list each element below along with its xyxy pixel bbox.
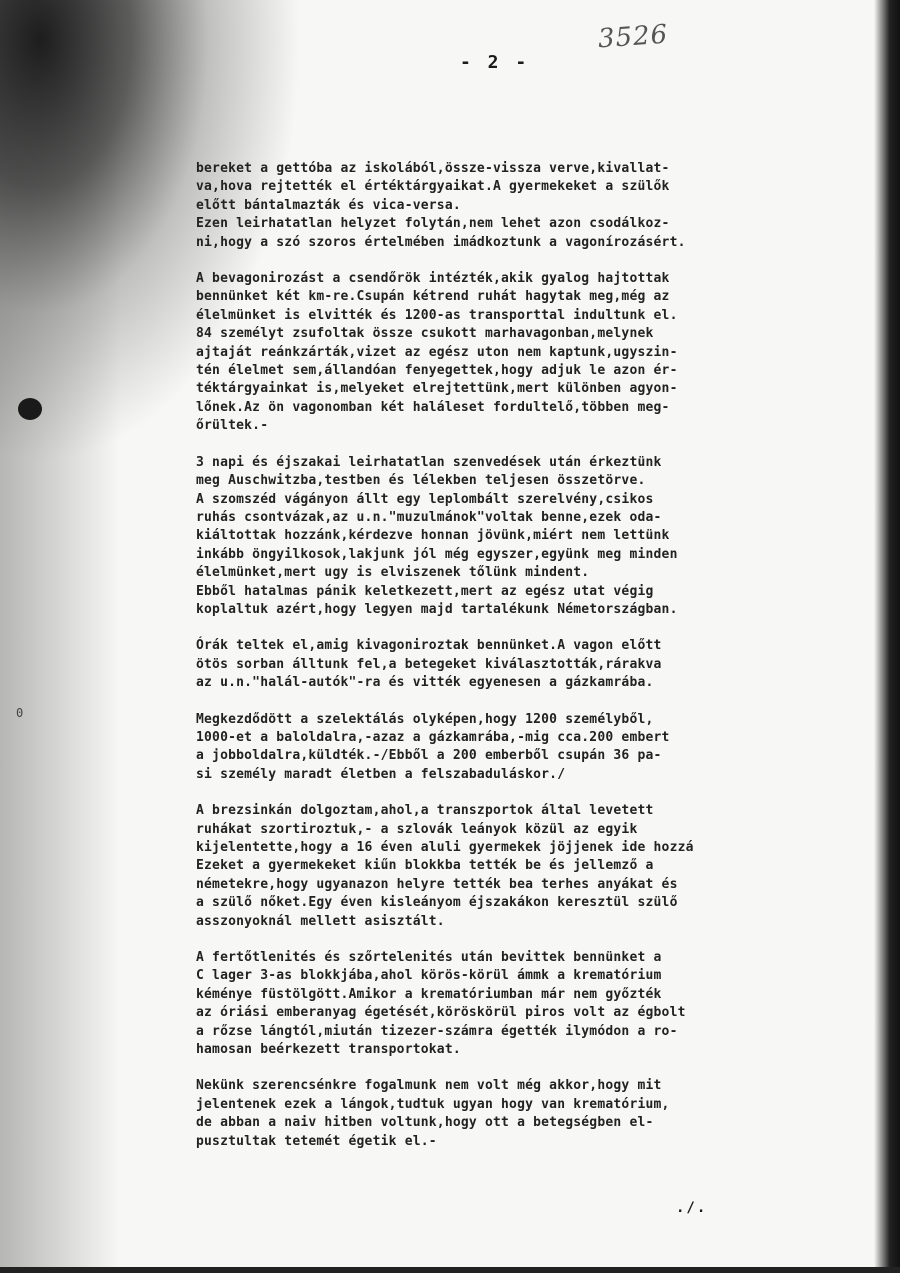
- text-line: 3 napi és éjszakai leirhatatlan szenvedések után érkeztünk: [196, 454, 662, 470]
- text-line: tén élelmet sem,állandóan fenyegettek,hogy adjuk le azon ér-: [196, 363, 678, 379]
- text-line: élelmünket is elvitték és 1200-as transporttal indultunk el.: [196, 307, 678, 323]
- text-line: inkább öngyilkosok,lakjunk jól még egyszer,együnk meg minden: [196, 546, 678, 562]
- text-line: kiáltottak hozzánk,kérdezve honnan jövünk,miért nem lettünk: [196, 528, 670, 544]
- text-line: A szomszéd vágányon állt egy leplombált szerelvény,csikos: [196, 491, 654, 507]
- text-line: előtt bántalmazták és vica-versa.: [196, 197, 461, 213]
- text-line: Ebből hatalmas pánik keletkezett,mert az egész utat végig: [196, 583, 654, 599]
- text-line: 84 személyt zsufoltak össze csukott marhavagonban,melynek: [196, 326, 654, 342]
- text-line: bereket a gettóba az iskolából,össze-vissza verve,kivallat-: [196, 161, 670, 176]
- text-line: Megkezdődött a szelektálás olyképen,hogy 1200 személyből,: [196, 711, 654, 727]
- text-line: 1000-et a baloldalra,-azaz a gázkamrába,-mig cca.200 embert: [196, 729, 670, 745]
- text-line: a szülő nőket.Egy éven kisleányom éjszakákon keresztül szülő: [196, 895, 678, 911]
- text-line: jelentenek ezek a lángok,tudtuk ugyan hogy van krematórium,: [196, 1096, 670, 1112]
- continuation-mark: ./.: [676, 1200, 708, 1216]
- text-line: az óriási emberanyag égetését,köröskörül piros volt az égbolt: [196, 1005, 686, 1021]
- text-line: hamosan beérkezett transportokat.: [196, 1042, 461, 1058]
- text-line: Nekünk szerencsénkre fogalmunk nem volt még akkor,hogy mit: [196, 1078, 662, 1094]
- text-line: asszonyoknál mellett asisztált.: [196, 913, 445, 929]
- text-line: a jobboldalra,küldték.-/Ebből a 200 emberből csupán 36 pa-: [196, 748, 662, 764]
- text-line: A fertőtlenités és szőrtelenités után bevittek bennünket a: [196, 950, 662, 966]
- typewritten-body: [196, 160, 846, 1169]
- paragraph: [196, 1077, 846, 1151]
- text-line: Órák teltek el,amig kivagoniroztak bennünket.A vagon előtt: [196, 638, 662, 654]
- text-line: koplaltuk azért,hogy legyen majd tartalékunk Németországban.: [196, 601, 678, 617]
- text-line: meg Auschwitzba,testben és lélekben teljesen összetörve.: [196, 473, 646, 489]
- text-line: élelmünket,mert ugy is elviszenek tőlünk mindent.: [196, 565, 590, 581]
- paragraph: [196, 637, 846, 692]
- text-line: ni,hogy a szó szoros értelmében imádkoztunk a vagonírozásért.: [196, 234, 686, 250]
- paragraph: [196, 454, 846, 620]
- text-line: téktárgyainkat is,melyeket elrejtettünk,mert különben agyon-: [196, 381, 678, 397]
- text-line: kijelentette,hogy a 16 éven aluli gyermekek jöjjenek ide hozzá: [196, 840, 694, 855]
- text-line: va,hova rejtették el értéktárgyaikat.A gyermekeket a szülők: [196, 179, 670, 195]
- text-line: az u.n."halál-autók"-ra és vitték egyenesen a gázkamrába.: [196, 675, 654, 691]
- paragraph: [196, 802, 846, 931]
- paragraph: [196, 270, 846, 436]
- text-line: si személy maradt életben a felszabaduláskor./: [196, 766, 566, 782]
- text-line: a rőzse lángtól,miután tizezer-számra égették ilymódon a ro-: [196, 1023, 678, 1039]
- text-line: németekre,hogy ugyanazon helyre tették bea terhes anyákat és: [196, 876, 678, 892]
- text-line: ajtaját reánkzárták,vizet az egész uton nem kaptunk,ugyszin-: [196, 344, 678, 360]
- text-line: Ezen leirhatatlan helyzet folytán,nem lehet azon csodálkoz-: [196, 216, 670, 232]
- text-line: őrültek.-: [196, 418, 269, 434]
- text-line: C lager 3-as blokkjába,ahol körös-körül ámmk a krematórium: [196, 968, 662, 984]
- text-line: kéménye füstölgött.Amikor a krematóriumban már nem győzték: [196, 986, 662, 1002]
- scan-right-edge-shadow: [874, 0, 900, 1273]
- paragraph: [196, 949, 846, 1059]
- text-line: A bevagonirozást a csendőrök intézték,akik gyalog hajtottak: [196, 271, 670, 287]
- handwritten-archive-number: 3526: [597, 19, 670, 55]
- text-line: A brezsinkán dolgoztam,ahol,a transzportok által levetett: [196, 803, 654, 819]
- text-line: ruhákat szortiroztuk,- a szlovák leányok közül az egyik: [196, 821, 638, 837]
- text-line: pusztultak tetemét égetik el.-: [196, 1133, 437, 1149]
- text-line: ruhás csontvázak,az u.n."muzulmánok"voltak benne,ezek oda-: [196, 509, 662, 525]
- margin-mark: 0: [16, 706, 24, 720]
- text-line: de abban a naiv hitben voltunk,hogy ott a betegségben el-: [196, 1115, 654, 1131]
- text-line: bennünket két km-re.Csupán kétrend ruhát hagytak meg,még az: [196, 289, 670, 305]
- text-line: lőnek.Az ön vagonomban két haláleset fordultelő,többen meg-: [196, 399, 670, 415]
- scan-bottom-edge: [0, 1267, 900, 1273]
- page-number: - 2 -: [460, 52, 530, 73]
- text-line: ötös sorban álltunk fel,a betegeket kiválasztották,rárakva: [196, 656, 662, 672]
- text-line: Ezeket a gyermekeket kiűn blokkba tették be és jellemző a: [196, 858, 654, 874]
- paragraph: [196, 160, 846, 252]
- punch-hole: [18, 398, 42, 420]
- paragraph: [196, 711, 846, 785]
